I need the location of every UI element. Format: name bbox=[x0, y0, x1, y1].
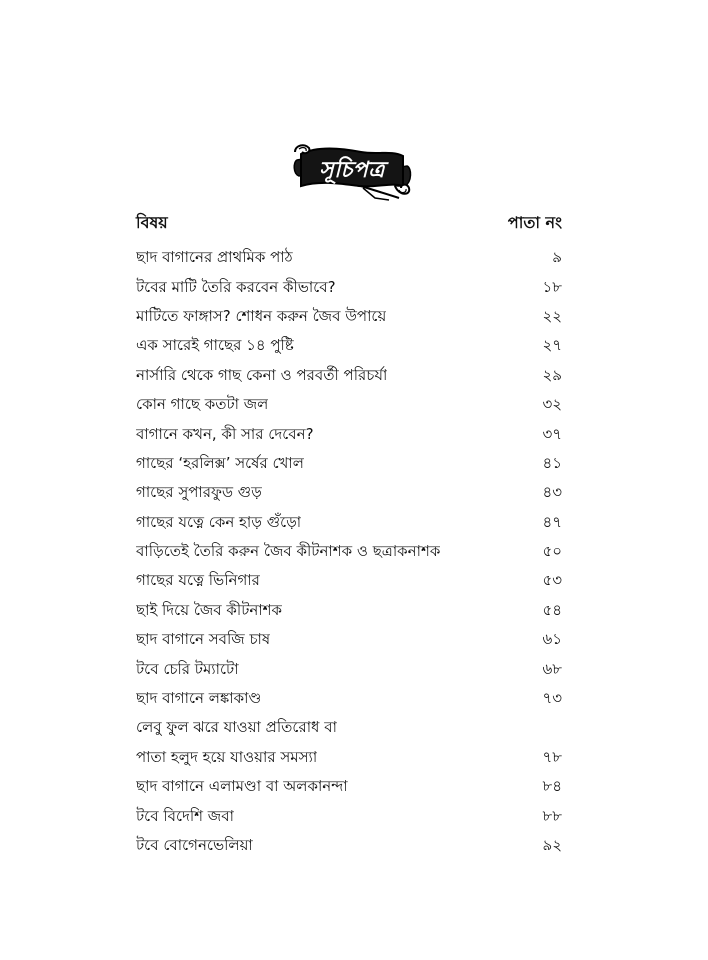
toc-entry-page-number: ৯ bbox=[552, 248, 562, 267]
toc-entry bbox=[136, 772, 562, 801]
toc-entry-page-number: ৮৪ bbox=[542, 777, 562, 796]
toc-entry-page-number: ৪৭ bbox=[542, 512, 562, 531]
toc-entry-page-number: ৬১ bbox=[542, 630, 562, 649]
toc-entry-title: গাছের যত্নে ভিনিগার bbox=[136, 571, 260, 590]
toc-entry bbox=[136, 272, 562, 301]
toc-entry bbox=[136, 831, 562, 860]
toc-entry-page-number: ৩৭ bbox=[542, 424, 562, 443]
toc-header bbox=[136, 208, 562, 238]
toc-entry-page-number: ৪৩ bbox=[542, 483, 562, 502]
toc-entry-page-number: ২৭ bbox=[542, 336, 562, 355]
toc-entry bbox=[136, 449, 562, 478]
toc-entry-page-number: ৯২ bbox=[542, 836, 562, 854]
toc-entry-title: পাতা হলুদ হয়ে যাওয়ার সমস্যা bbox=[136, 747, 318, 766]
toc-entry-title: বাগানে কখন, কী সার দেবেন? bbox=[136, 424, 314, 443]
toc-entry-page-number: ২২ bbox=[542, 306, 562, 325]
toc-entry-page-number: ২৯ bbox=[542, 365, 562, 384]
toc-entry-page-number: ৫৩ bbox=[542, 571, 562, 590]
toc-entry bbox=[136, 684, 562, 713]
toc-entry-page-number: ৪১ bbox=[542, 453, 562, 472]
table-of-contents bbox=[136, 243, 562, 860]
toc-entry bbox=[136, 596, 562, 625]
toc-entry-page-number: ৩২ bbox=[542, 395, 562, 414]
toc-entry-title: এক সারেই গাছের ১৪ পুষ্টি bbox=[136, 336, 294, 355]
toc-entry bbox=[136, 331, 562, 360]
toc-entry-title: টবে চেরি টম্যাটো bbox=[136, 659, 239, 678]
toc-entry bbox=[136, 625, 562, 654]
toc-entry-title: ছাই দিয়ে জৈব কীটনাশক bbox=[136, 600, 283, 619]
contents-title: সূচিপত্র bbox=[319, 157, 385, 183]
toc-entry bbox=[136, 537, 562, 566]
toc-entry bbox=[136, 302, 562, 331]
toc-entry-title: লেবু ফুল ঝরে যাওয়া প্রতিরোধ বা bbox=[136, 718, 337, 737]
topic-column-label: বিষয় bbox=[136, 212, 168, 232]
toc-entry-page-number: ৬৮ bbox=[542, 659, 562, 678]
toc-entry-title: কোন গাছে কতটা জল bbox=[136, 395, 269, 414]
toc-entry-page-number: ৭৮ bbox=[542, 747, 562, 766]
toc-entry-title: গাছের সুপারফুড গুড় bbox=[136, 483, 262, 502]
toc-entry-title: ছাদ বাগানে এলামণ্ডা বা অলকানন্দা bbox=[136, 777, 348, 796]
toc-entry bbox=[136, 566, 562, 595]
toc-entry bbox=[136, 743, 562, 772]
toc-entry-title: নার্সারি থেকে গাছ কেনা ও পরবর্তী পরিচর্যা bbox=[136, 365, 388, 384]
toc-entry-title: গাছের ‘হরলিক্স’ সর্ষের খোল bbox=[136, 453, 304, 472]
toc-entry-title: টবের মাটি তৈরি করবেন কীভাবে? bbox=[136, 277, 336, 296]
toc-entry-page-number: ৮৮ bbox=[542, 806, 562, 825]
toc-entry bbox=[136, 243, 562, 272]
toc-entry bbox=[136, 713, 562, 742]
toc-entry-page-number: ৭৩ bbox=[542, 689, 562, 708]
toc-entry bbox=[136, 478, 562, 507]
toc-entry bbox=[136, 654, 562, 683]
toc-entry-title: ছাদ বাগানে সবজি চাষ bbox=[136, 630, 271, 649]
toc-entry bbox=[136, 508, 562, 537]
toc-entry-page-number: ৫০ bbox=[542, 542, 562, 561]
toc-entry-title: টবে বোগেনভেলিয়া bbox=[136, 836, 253, 854]
toc-entry bbox=[136, 361, 562, 390]
contents-banner bbox=[291, 140, 413, 204]
toc-entry bbox=[136, 390, 562, 419]
toc-entry-title: ছাদ বাগানে লঙ্কাকাণ্ড bbox=[136, 689, 262, 708]
toc-entry-title: বাড়িতেই তৈরি করুন জৈব কীটনাশক ও ছত্রাকনাশক bbox=[136, 542, 441, 561]
toc-entry-title: গাছের যত্নে কেন হাড় গুঁড়ো bbox=[136, 512, 302, 531]
toc-entry-title: ছাদ বাগানের প্রাথমিক পাঠ bbox=[136, 248, 293, 267]
toc-entry bbox=[136, 419, 562, 448]
toc-entry-page-number: ৫৪ bbox=[542, 600, 562, 619]
toc-entry bbox=[136, 801, 562, 830]
toc-entry-title: টবে বিদেশি জবা bbox=[136, 806, 234, 825]
page-column-label: পাতা নং bbox=[507, 212, 562, 232]
toc-entry-title: মাটিতে ফাঙ্গাস? শোধন করুন জৈব উপায়ে bbox=[136, 306, 387, 325]
toc-entry-page-number: ১৮ bbox=[542, 277, 562, 296]
